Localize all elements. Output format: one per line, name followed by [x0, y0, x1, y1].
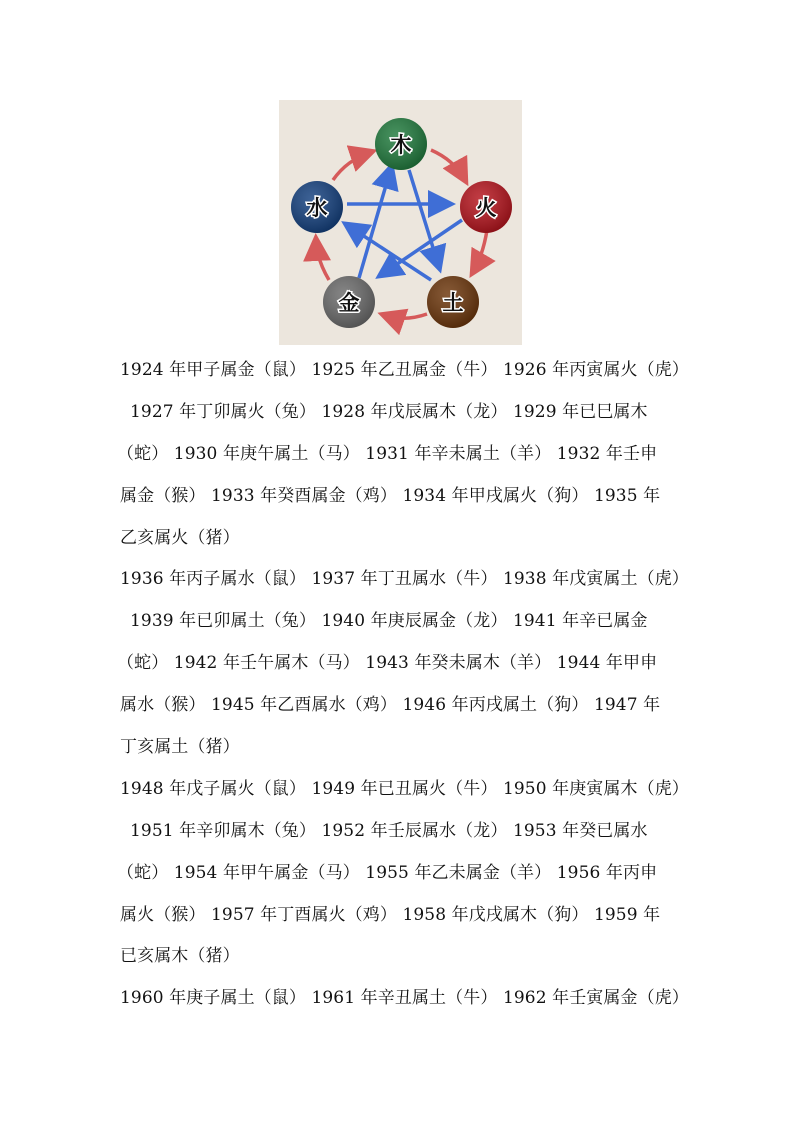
text-line: 已亥属木（猪）	[120, 946, 240, 967]
text-line: 属火（猴） 1957 年丁酉属火（鸡） 1958 年戊戌属木（狗） 1959 年	[120, 904, 661, 925]
element-water	[291, 181, 343, 233]
text-line: （蛇） 1954 年甲午属金（马） 1955 年乙未属金（羊） 1956 年丙申	[117, 862, 658, 883]
wood-label: 木	[390, 133, 412, 157]
text-line: 1948 年戊子属火（鼠） 1949 年已丑属火（牛） 1950 年庚寅属木（虎）	[120, 778, 689, 799]
text-line: （蛇） 1942 年壬午属木（马） 1943 年癸未属木（羊） 1944 年甲申	[117, 653, 658, 674]
text-line: 1960 年庚子属土（鼠） 1961 年辛丑属土（牛） 1962 年壬寅属金（虎）	[120, 988, 689, 1009]
five-elements-diagram	[279, 100, 522, 345]
element-metal	[323, 276, 375, 328]
text-line: 丁亥属土（猪）	[120, 737, 240, 758]
element-wood	[375, 118, 427, 170]
overcoming-cycle-arrows	[347, 168, 462, 280]
five-elements-svg	[279, 100, 522, 345]
earth-label: 土	[442, 291, 464, 315]
text-line: 1927 年丁卯属火（兔） 1928 年戊辰属木（龙） 1929 年已巳属木	[130, 401, 648, 422]
element-earth	[427, 276, 479, 328]
text-line: 1951 年辛卯属木（兔） 1952 年壬辰属水（龙） 1953 年癸已属水	[130, 820, 648, 841]
text-line: 1939 年已卯属土（兔） 1940 年庚辰属金（龙） 1941 年辛已属金	[130, 611, 648, 632]
text-line: 乙亥属火（猪）	[120, 527, 240, 548]
fire-label: 火	[475, 196, 497, 220]
text-line: 1924 年甲子属金（鼠） 1925 年乙丑属金（牛） 1926 年丙寅属火（虎）	[120, 360, 689, 380]
zodiac-element-list	[117, 355, 700, 1025]
text-line: 属水（猴） 1945 年乙酉属水（鸡） 1946 年丙戌属土（狗） 1947 年	[120, 695, 661, 716]
text-line: 属金（猴） 1933 年癸酉属金（鸡） 1934 年甲戌属火（狗） 1935 年	[120, 485, 661, 506]
metal-label: 金	[338, 291, 360, 315]
element-fire	[460, 181, 512, 233]
text-line: （蛇） 1930 年庚午属土（马） 1931 年辛未属土（羊） 1932 年壬申	[117, 443, 658, 464]
water-label: 水	[306, 196, 328, 220]
text-line: 1936 年丙子属水（鼠） 1937 年丁丑属水（牛） 1938 年戊寅属土（虎）	[120, 569, 689, 590]
